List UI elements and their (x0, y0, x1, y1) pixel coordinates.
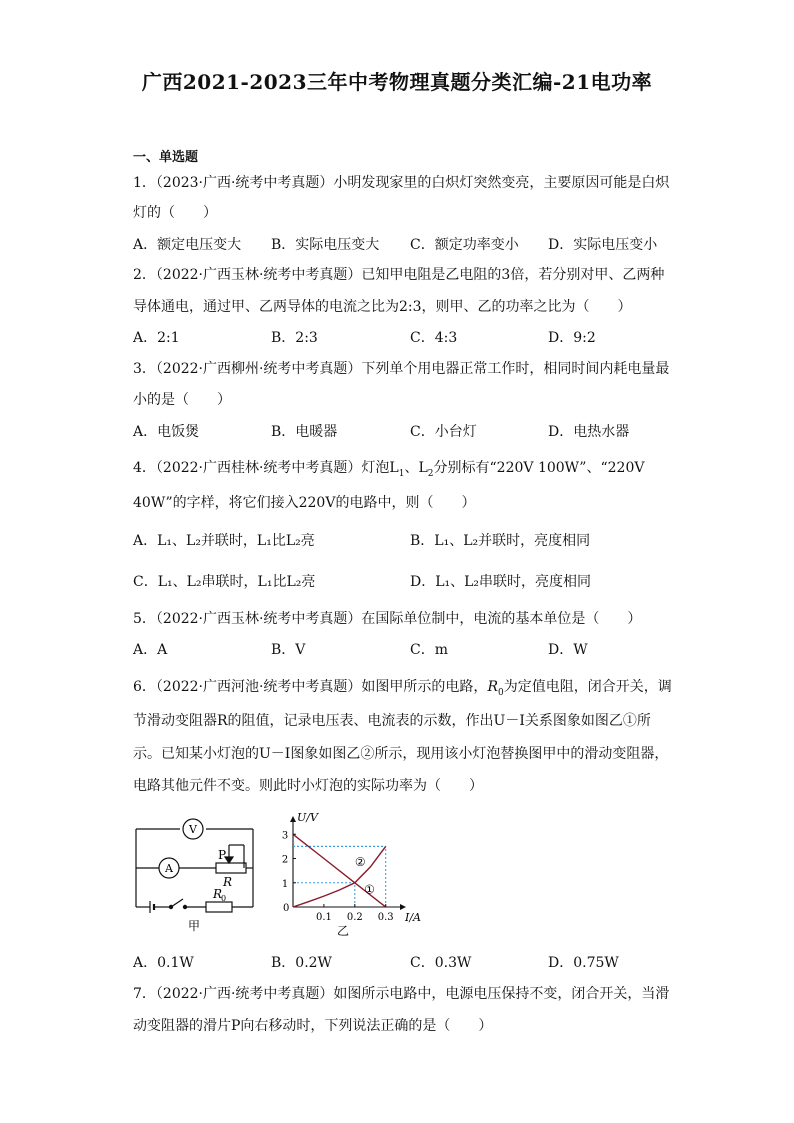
q4-option-c: C．L₁、L₂串联时，L₁比L₂亮 (133, 574, 316, 590)
q6-figure (128, 812, 428, 941)
q1-options (133, 234, 673, 256)
q6-options (133, 952, 673, 974)
q4-options-row1 (133, 530, 673, 552)
y-axis-arrow-icon (290, 816, 296, 822)
q6-option-b: B．0.2W (271, 955, 332, 971)
x-tick-label: 0.1 (315, 912, 332, 923)
resistor-label: R (213, 887, 223, 901)
y-tick-label: 1 (281, 878, 289, 890)
q6-line1-b: 为定值电阻，闭合开关，调 (503, 679, 672, 695)
resistor-icon (206, 902, 232, 912)
q6-option-c: C．0.3W (410, 955, 472, 971)
q3-option-d: D．电热水器 (548, 424, 630, 440)
q4-sub1: 1 (398, 468, 405, 479)
q5-option-c: C．m (410, 642, 448, 658)
y-tick-label: 2 (281, 854, 289, 866)
q1-option-b: B．实际电压变大 (271, 237, 380, 253)
rheostat-label: R (223, 875, 233, 889)
ui-graph (282, 812, 421, 937)
q4-option-b: B．L₁、L₂并联时，亮度相同 (410, 533, 591, 549)
q1-option-d: D．实际电压变小 (548, 237, 658, 253)
q3-line1: 3．（2022·广西柳州·统考中考真题）下列单个用电器正常工作时，相同时间内耗电量最 (133, 361, 670, 377)
x-tick-label: 0.3 (377, 912, 394, 923)
q4-option-d: D．L₁、L₂串联时，亮度相同 (410, 574, 592, 590)
q1-line2: 灯的（ ） (133, 205, 217, 221)
q6-figure-svg (128, 812, 428, 937)
slider-label: P (218, 848, 227, 862)
section-heading: 一、单选题 (133, 150, 199, 165)
q6-line1-a: 6．（2022·广西河池·统考中考真题）如图甲所示的电路， (133, 679, 488, 695)
q6-r0-symbol: R (487, 679, 498, 695)
q2-options (133, 327, 673, 349)
q2-option-c: C．4:3 (410, 330, 458, 346)
graph-guides (293, 846, 386, 907)
series-2-label: ② (354, 854, 366, 869)
q5-options (133, 639, 673, 661)
q6-r0-sub: 0 (497, 687, 504, 698)
switch-blade (171, 899, 183, 907)
rheostat-icon (216, 863, 246, 873)
q2-option-a: A．2:1 (133, 330, 180, 346)
ammeter-label: A (165, 862, 173, 875)
q4-line1 (133, 457, 644, 479)
q2-line1: 2．（2022·广西玉林·统考中考真题）已知甲电阻是乙电阻的3倍，若分别对甲、乙两种 (133, 267, 665, 283)
graph-x-label: I/A (405, 911, 421, 924)
q3-option-b: B．电暖器 (271, 424, 338, 440)
q4-line1-a: 4．（2022·广西桂林·统考中考真题）灯泡L (133, 460, 399, 476)
q5-option-a: A．A (133, 642, 168, 658)
q4-option-a: A．L₁、L₂并联时，L₁比L₂亮 (133, 533, 315, 549)
graph-series (293, 834, 386, 907)
q1-option-a: A．额定电压变大 (133, 237, 242, 253)
q7-line2: 动变阻器的滑片P向右移动时，下列说法正确的是（ ） (133, 1018, 493, 1034)
q3-line2: 小的是（ ） (133, 392, 231, 408)
q4-options-row2 (133, 571, 673, 593)
q1-line1: 1．（2023·广西·统考中考真题）小明发现家里的白炽灯突然变亮，主要原因可能是白炽 (133, 175, 670, 191)
q7-line1: 7．（2022·广西·统考中考真题）如图所示电路中，电源电压保持不变，闭合开关，当滑 (133, 986, 670, 1002)
q4-line1-c: 分别标有“220V 100W”、“220V (433, 460, 645, 476)
resistor-subscript: 0 (221, 894, 227, 903)
x-axis-arrow-icon (400, 904, 406, 910)
graph-caption: 乙 (337, 924, 350, 937)
x-tick-label: 0.2 (346, 912, 363, 923)
q6-option-a: A．0.1W (133, 955, 194, 971)
series-line-2 (293, 846, 386, 907)
slider-arrow-icon (225, 857, 233, 863)
q4-line1-b: 、L (404, 460, 428, 476)
q6-line1 (133, 676, 672, 698)
q4-sub2: 2 (427, 468, 434, 479)
q1-option-c: C．额定功率变小 (410, 237, 519, 253)
voltmeter-label: V (189, 823, 197, 836)
graph-y-label: U/V (297, 812, 318, 824)
q6-line4: 电路其他元件不变。则此时小灯泡的实际功率为（ ） (133, 778, 483, 794)
q6-line2: 节滑动变阻器R的阻值，记录电压表、电流表的示数，作出U－I关系图象如图乙①所 (133, 713, 651, 729)
q3-option-c: C．小台灯 (410, 424, 477, 440)
q3-option-a: A．电饭煲 (133, 424, 200, 440)
series-1-label: ① (364, 882, 375, 897)
q6-option-d: D．0.75W (548, 955, 619, 971)
y-tick-label: 3 (281, 830, 289, 842)
q3-options (133, 421, 673, 443)
q2-option-b: B．2:3 (271, 330, 318, 346)
graph-ticks (282, 830, 394, 923)
q2-option-d: D．9:2 (548, 330, 596, 346)
page-title: 广西2021-2023三年中考物理真题分类汇编-21电功率 (141, 70, 653, 94)
q6-line3: 示。已知某小灯泡的U－I图象如图乙②所示，现用该小灯泡替换图甲中的滑动变阻器， (133, 746, 669, 762)
q2-line2: 导体通电，通过甲、乙两导体的电流之比为2:3，则甲、乙的功率之比为（ ） (133, 299, 632, 315)
q5-option-d: D．W (548, 642, 588, 658)
q5-option-b: B．V (271, 642, 306, 658)
graph-origin-label: 0 (283, 903, 290, 914)
q4-line2: 40W”的字样，将它们接入220V的电路中，则（ ） (133, 495, 476, 511)
q5-line1: 5．（2022·广西玉林·统考中考真题）在国际单位制中，电流的基本单位是（ ） (133, 611, 642, 627)
circuit-caption: 甲 (188, 919, 201, 933)
